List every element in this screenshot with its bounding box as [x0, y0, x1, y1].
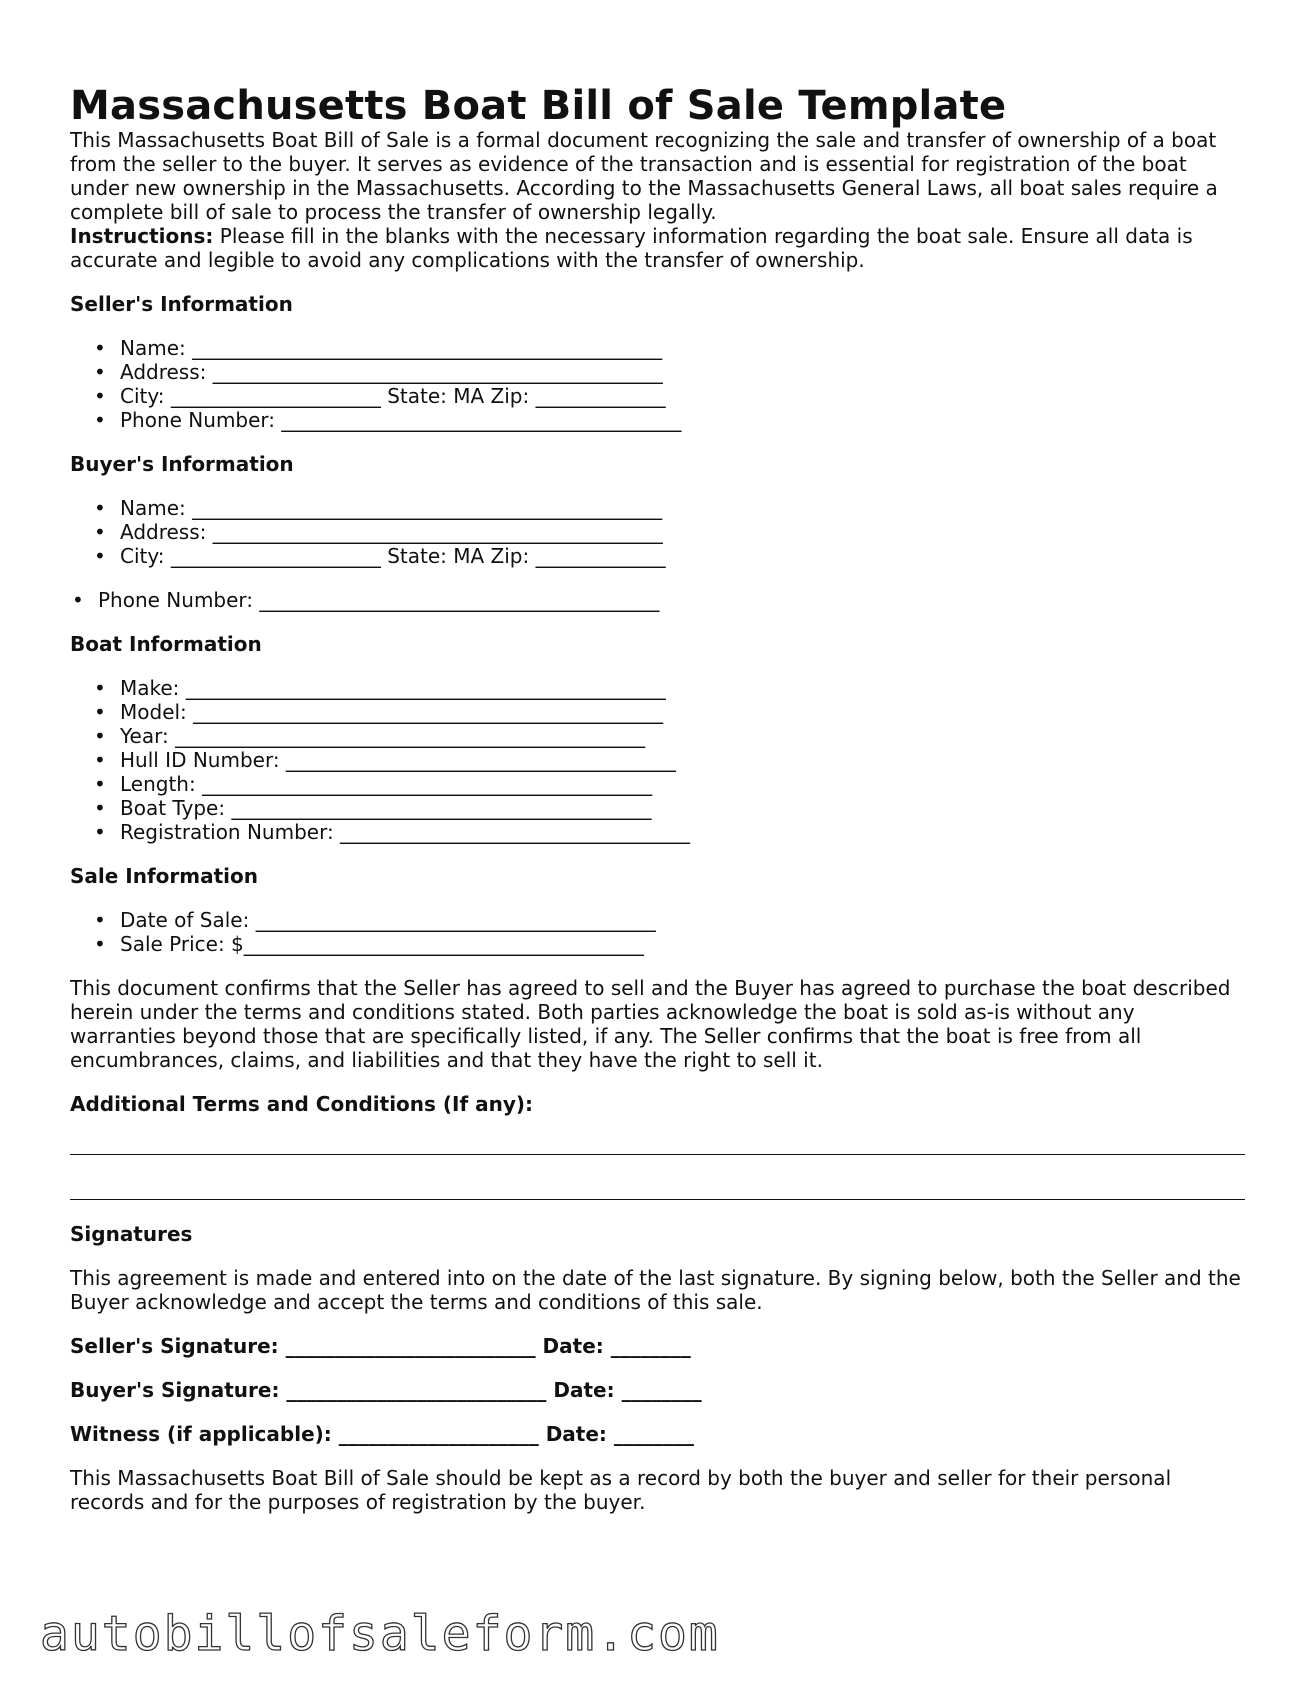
instructions-paragraph — [70, 224, 1245, 272]
confirmation-paragraph: This document confirms that the Seller has agreed to sell and the Buyer has agreed to purchase the boat described herein under the terms and conditions stated. Both parties acknowledge the boat is sold as-is without any warranties beyond those that are specifically listed, if any. The Seller confirms that the boat is free from all encumbrances, claims, and liabilities and that they have the right to sell it. — [70, 976, 1231, 1072]
seller-signature-row[interactable]: Seller's Signature: _________________________ Date: ________ — [70, 1334, 691, 1358]
boat-model-field[interactable]: • Model: _______________________________________________ — [120, 700, 1245, 724]
sale-heading: Sale Information — [70, 864, 258, 888]
sale-date-field[interactable]: • Date of Sale: ________________________________________ — [120, 908, 1245, 932]
buyer-name-field[interactable]: • Name: _______________________________________________ — [120, 496, 1245, 520]
boat-year-field[interactable]: • Year: _______________________________________________ — [120, 724, 1245, 748]
witness-signature-row[interactable]: Witness (if applicable): ____________________ Date: ________ — [70, 1422, 694, 1446]
sale-fields — [70, 908, 1245, 956]
boat-type-field[interactable]: • Boat Type: __________________________________________ — [120, 796, 1245, 820]
buyer-city-field[interactable]: • City: _____________________ State: MA Zip: _____________ — [120, 544, 1245, 568]
seller-address-field[interactable]: • Address: _____________________________________________ — [120, 360, 1245, 384]
buyer-heading: Buyer's Information — [70, 452, 294, 476]
buyer-address-field[interactable]: • Address: _____________________________________________ — [120, 520, 1245, 544]
seller-phone-field[interactable]: • Phone Number: ________________________________________ — [120, 408, 1245, 432]
instructions-label: Instructions: — [70, 224, 214, 248]
footer-paragraph: This Massachusetts Boat Bill of Sale should be kept as a record by both the buyer and seller for their personal records and for the purposes of registration by the buyer. — [70, 1466, 1172, 1514]
boat-heading: Boat Information — [70, 632, 262, 656]
buyer-phone-list — [70, 588, 1245, 612]
boat-length-field[interactable]: • Length: _____________________________________________ — [120, 772, 1245, 796]
seller-heading: Seller's Information — [70, 292, 293, 316]
document-title: Massachusetts Boat Bill of Sale Template — [70, 83, 1007, 129]
sale-price-field[interactable]: • Sale Price: $________________________________________ — [120, 932, 1245, 956]
boat-hull-field[interactable]: • Hull ID Number: _______________________________________ — [120, 748, 1245, 772]
boat-registration-field[interactable]: • Registration Number: ___________________________________ — [120, 820, 1245, 844]
boat-fields — [70, 676, 1245, 844]
site-watermark: autobillofsaleform.com — [40, 1606, 720, 1662]
additional-terms-line-1[interactable] — [70, 1126, 1245, 1155]
seller-fields — [70, 336, 1245, 432]
buyer-phone-field[interactable]: • Phone Number: ________________________________________ — [98, 588, 1245, 612]
buyer-fields — [70, 496, 1245, 568]
instructions-text: Please fill in the blanks with the necessary information regarding the boat sale. Ensure all data is accurate and legible to avoid any complications with the transfer of ownership. — [70, 224, 1193, 272]
additional-terms-line-2[interactable] — [70, 1171, 1245, 1200]
seller-city-field[interactable]: • City: _____________________ State: MA Zip: _____________ — [120, 384, 1245, 408]
document-page — [70, 84, 1245, 1514]
intro-paragraph: This Massachusetts Boat Bill of Sale is a formal document recognizing the sale and transfer of ownership of a boat from the seller to the buyer. It serves as evidence of the transaction and is essential for registration of the boat under new ownership in the Massachusetts. According to the Massachusetts General Laws, all boat sales require a complete bill of sale to process the transfer of ownership legally. — [70, 128, 1218, 224]
boat-make-field[interactable]: • Make: ________________________________________________ — [120, 676, 1245, 700]
seller-name-field[interactable]: • Name: _______________________________________________ — [120, 336, 1245, 360]
additional-terms-heading: Additional Terms and Conditions (If any): — [70, 1092, 534, 1116]
signatures-paragraph: This agreement is made and entered into on the date of the last signature. By signing below, both the Seller and the Buyer acknowledge and accept the terms and conditions of this sale. — [70, 1266, 1241, 1314]
buyer-signature-row[interactable]: Buyer's Signature: __________________________ Date: ________ — [70, 1378, 702, 1402]
signatures-heading: Signatures — [70, 1222, 193, 1246]
